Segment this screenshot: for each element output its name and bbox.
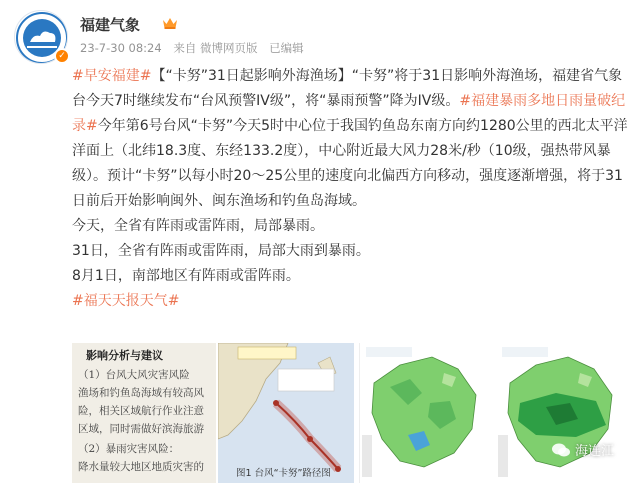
track-caption: 图1 台风“卡努”路径图 bbox=[236, 468, 331, 479]
rainfall-map bbox=[360, 343, 492, 483]
watermark bbox=[551, 440, 614, 459]
body-text-1: “卡努”将于31日影响外海渔场，福建省气象台今天7时继续发布“台风预警IV级”，将“暴雨预警”降为IV级。 bbox=[72, 68, 623, 109]
body-text-2: 今年第6号台风“卡努”今天5时中心位于我国钓鱼岛东南方向约1280公里的西北太平洋洋面上（北纬18.3度、东经133.2度），中心附近最大风力28米/秒（10级，强热带风暴级）。预计“卡努”以每小时20～25公里的速度向北偏西方向移动，强度逐渐增强，将于31日前后开始影响闽外、闽东渔场和钓鱼岛海域。 bbox=[72, 118, 628, 209]
rainfall-map bbox=[496, 343, 628, 483]
doc-line: 渔场和钓鱼岛海域有较高风 bbox=[78, 387, 204, 399]
paragraph-topic bbox=[72, 289, 628, 314]
topic-link[interactable]: #福建暴雨多地日雨量破纪录# bbox=[72, 93, 626, 134]
doc-line: （1）台风大风灾害风险 bbox=[78, 369, 190, 381]
wechat-icon bbox=[551, 442, 571, 458]
typhoon-track-map bbox=[218, 343, 354, 483]
gallery-image-typhoon-track[interactable] bbox=[218, 343, 354, 483]
paragraph-aug1: 8月1日，南部地区有阵雨或雷阵雨。 bbox=[72, 268, 300, 284]
crown-icon bbox=[162, 16, 178, 30]
verified-badge-icon: ✓ bbox=[54, 48, 70, 64]
paragraph-today: 今天，全省有阵雨或雷阵雨，局部暴雨。 bbox=[72, 218, 324, 234]
gallery-image-rain-map-2[interactable] bbox=[496, 343, 628, 483]
post-date[interactable]: 23-7-30 08:24 bbox=[80, 41, 162, 55]
topic-link[interactable]: #早安福建# bbox=[72, 68, 152, 84]
doc-line: 险，相关区域航行作业注意 bbox=[78, 405, 204, 417]
paragraph-31: 31日，全省有阵雨或雷阵雨，局部大雨到暴雨。 bbox=[72, 243, 370, 259]
gallery-image-rain-map-1[interactable] bbox=[359, 343, 492, 483]
doc-line: 降水量较大地区地质灾害的 bbox=[78, 461, 204, 473]
post-edited: 已编辑 bbox=[269, 41, 304, 55]
doc-title: 影响分析与建议 bbox=[86, 349, 163, 362]
post-header bbox=[14, 8, 626, 62]
post-source: 来自 微博网页版 bbox=[173, 41, 258, 55]
author-name[interactable]: 福建气象 bbox=[80, 16, 141, 34]
watermark-text: 海连江 bbox=[574, 444, 614, 459]
image-gallery bbox=[72, 343, 628, 483]
doc-line: （2）暴雨灾害风险： bbox=[78, 443, 180, 455]
post-content bbox=[72, 64, 628, 314]
post-meta bbox=[80, 40, 312, 56]
post-title: 【“卡努”31日起影响外海渔场】 bbox=[151, 68, 352, 84]
paragraph-main bbox=[72, 64, 628, 214]
doc-line: 区域，同时需做好滨海旅游 bbox=[78, 423, 204, 435]
topic-link[interactable]: #福天天报天气# bbox=[72, 293, 180, 309]
gallery-image-document[interactable] bbox=[72, 343, 216, 483]
